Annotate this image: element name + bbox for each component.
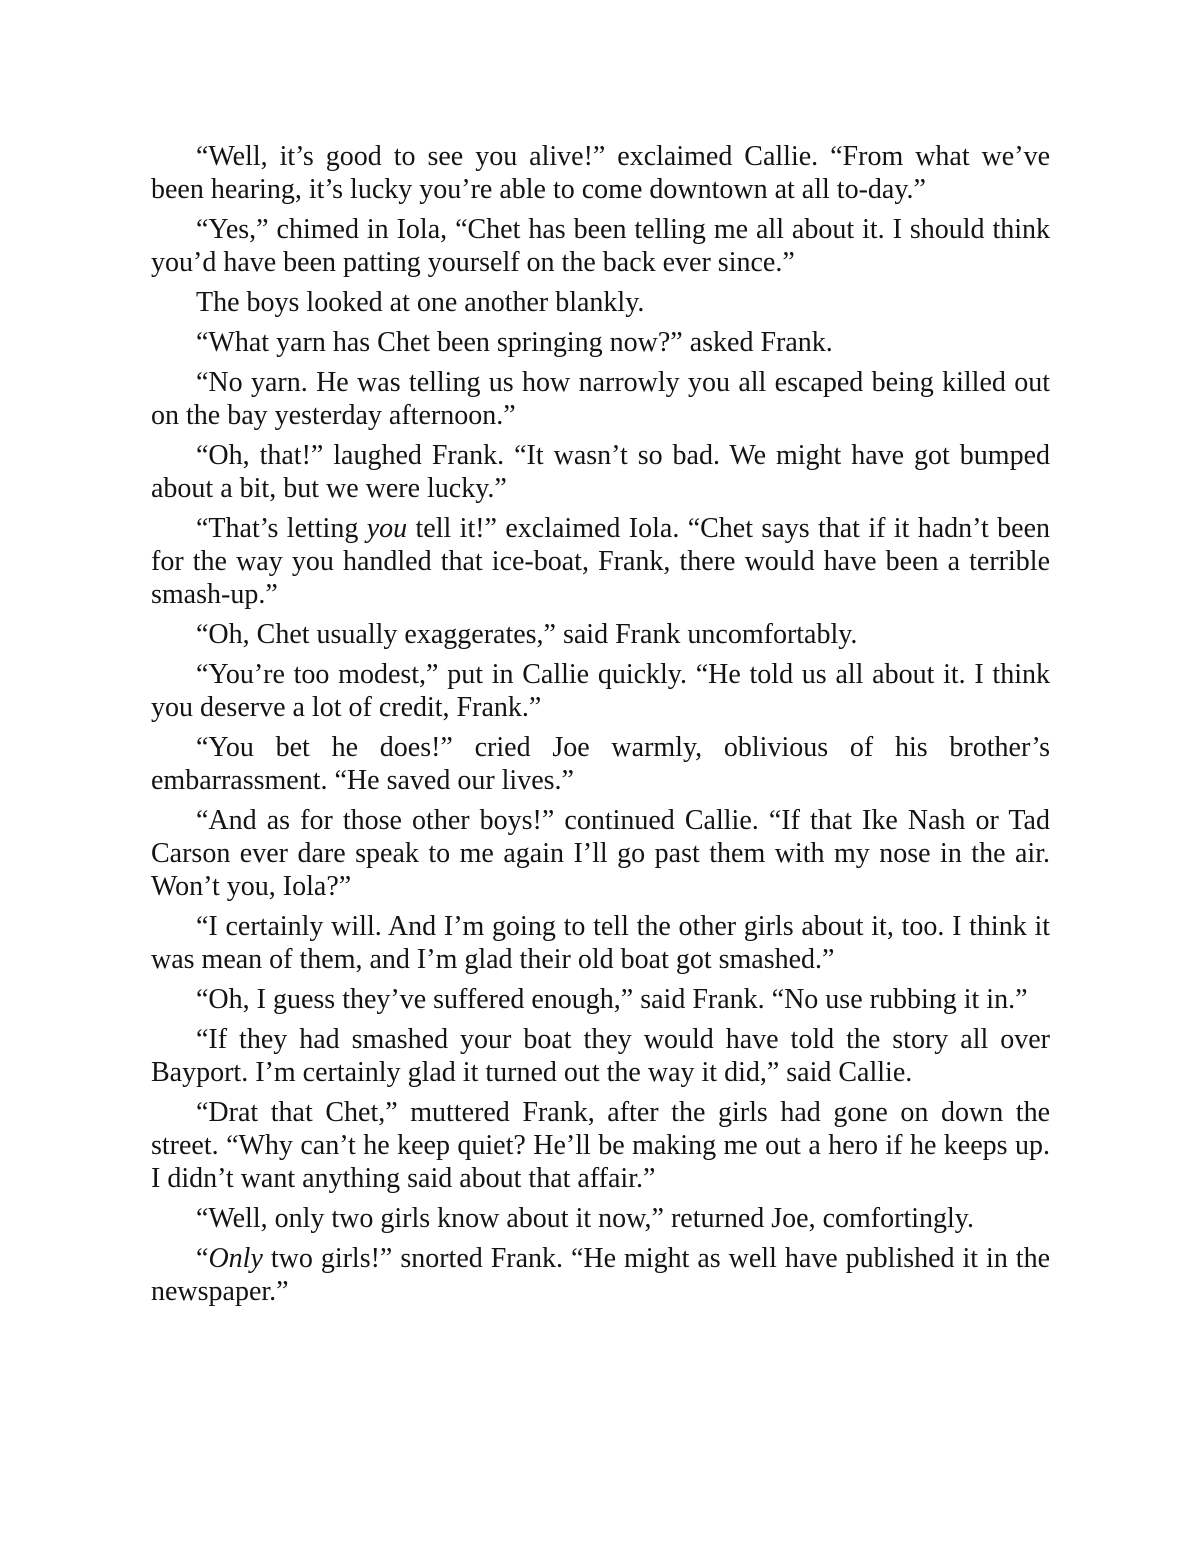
paragraph: “Oh, Chet usually exaggerates,” said Frank uncomfortably.	[196, 619, 858, 650]
paragraph: “Oh, that!” laughed Frank. “It wasn’t so bad. We might have got bumped about a bit, but we were lucky.”	[151, 440, 1050, 504]
paragraph: “You’re too modest,” put in Callie quickly. “He told us all about it. I think you deserve a lot of credit, Frank.”	[151, 659, 1050, 723]
page-text-block	[151, 140, 1050, 1315]
paragraph: “No yarn. He was telling us how narrowly you all escaped being killed out on the bay yesterday afternoon.”	[151, 367, 1050, 431]
paragraph: “Well, it’s good to see you alive!” exclaimed Callie. “From what we’ve been hearing, it’s lucky you’re able to come downtown at all to-day.”	[151, 141, 1050, 205]
paragraph: “Only two girls!” snorted Frank. “He might as well have published it in the newspaper.”	[151, 1243, 1050, 1307]
italic-text: Only	[208, 1243, 263, 1274]
paragraph: “Well, only two girls know about it now,” returned Joe, comfortingly.	[196, 1203, 974, 1234]
paragraph: “That’s letting you tell it!” exclaimed Iola. “Chet says that if it hadn’t been for the way you handled that ice-boat, Frank, there would have been a terrible smash-up.”	[151, 513, 1050, 610]
italic-text: you	[366, 513, 408, 544]
paragraph: “Yes,” chimed in Iola, “Chet has been telling me all about it. I should think you’d have been patting yourself on the back ever since.”	[151, 214, 1050, 278]
paragraph: “Drat that Chet,” muttered Frank, after the girls had gone on down the street. “Why can’t he keep quiet? He’ll be making me out a hero if he keeps up. I didn’t want anything said about that affair.”	[151, 1097, 1050, 1194]
paragraph: “Oh, I guess they’ve suffered enough,” said Frank. “No use rubbing it in.”	[196, 984, 1028, 1015]
paragraph: “If they had smashed your boat they would have told the story all over Bayport. I’m certainly glad it turned out the way it did,” said Callie.	[151, 1024, 1050, 1088]
paragraph: The boys looked at one another blankly.	[196, 287, 645, 318]
paragraph: “You bet he does!” cried Joe warmly, oblivious of his brother’s embarrassment. “He saved our lives.”	[151, 732, 1050, 796]
paragraph: “What yarn has Chet been springing now?” asked Frank.	[196, 327, 833, 358]
paragraph: “I certainly will. And I’m going to tell the other girls about it, too. I think it was mean of them, and I’m glad their old boat got smashed.”	[151, 911, 1050, 975]
paragraph: “And as for those other boys!” continued Callie. “If that Ike Nash or Tad Carson ever dare speak to me again I’ll go past them with my nose in the air. Won’t you, Iola?”	[151, 805, 1050, 902]
